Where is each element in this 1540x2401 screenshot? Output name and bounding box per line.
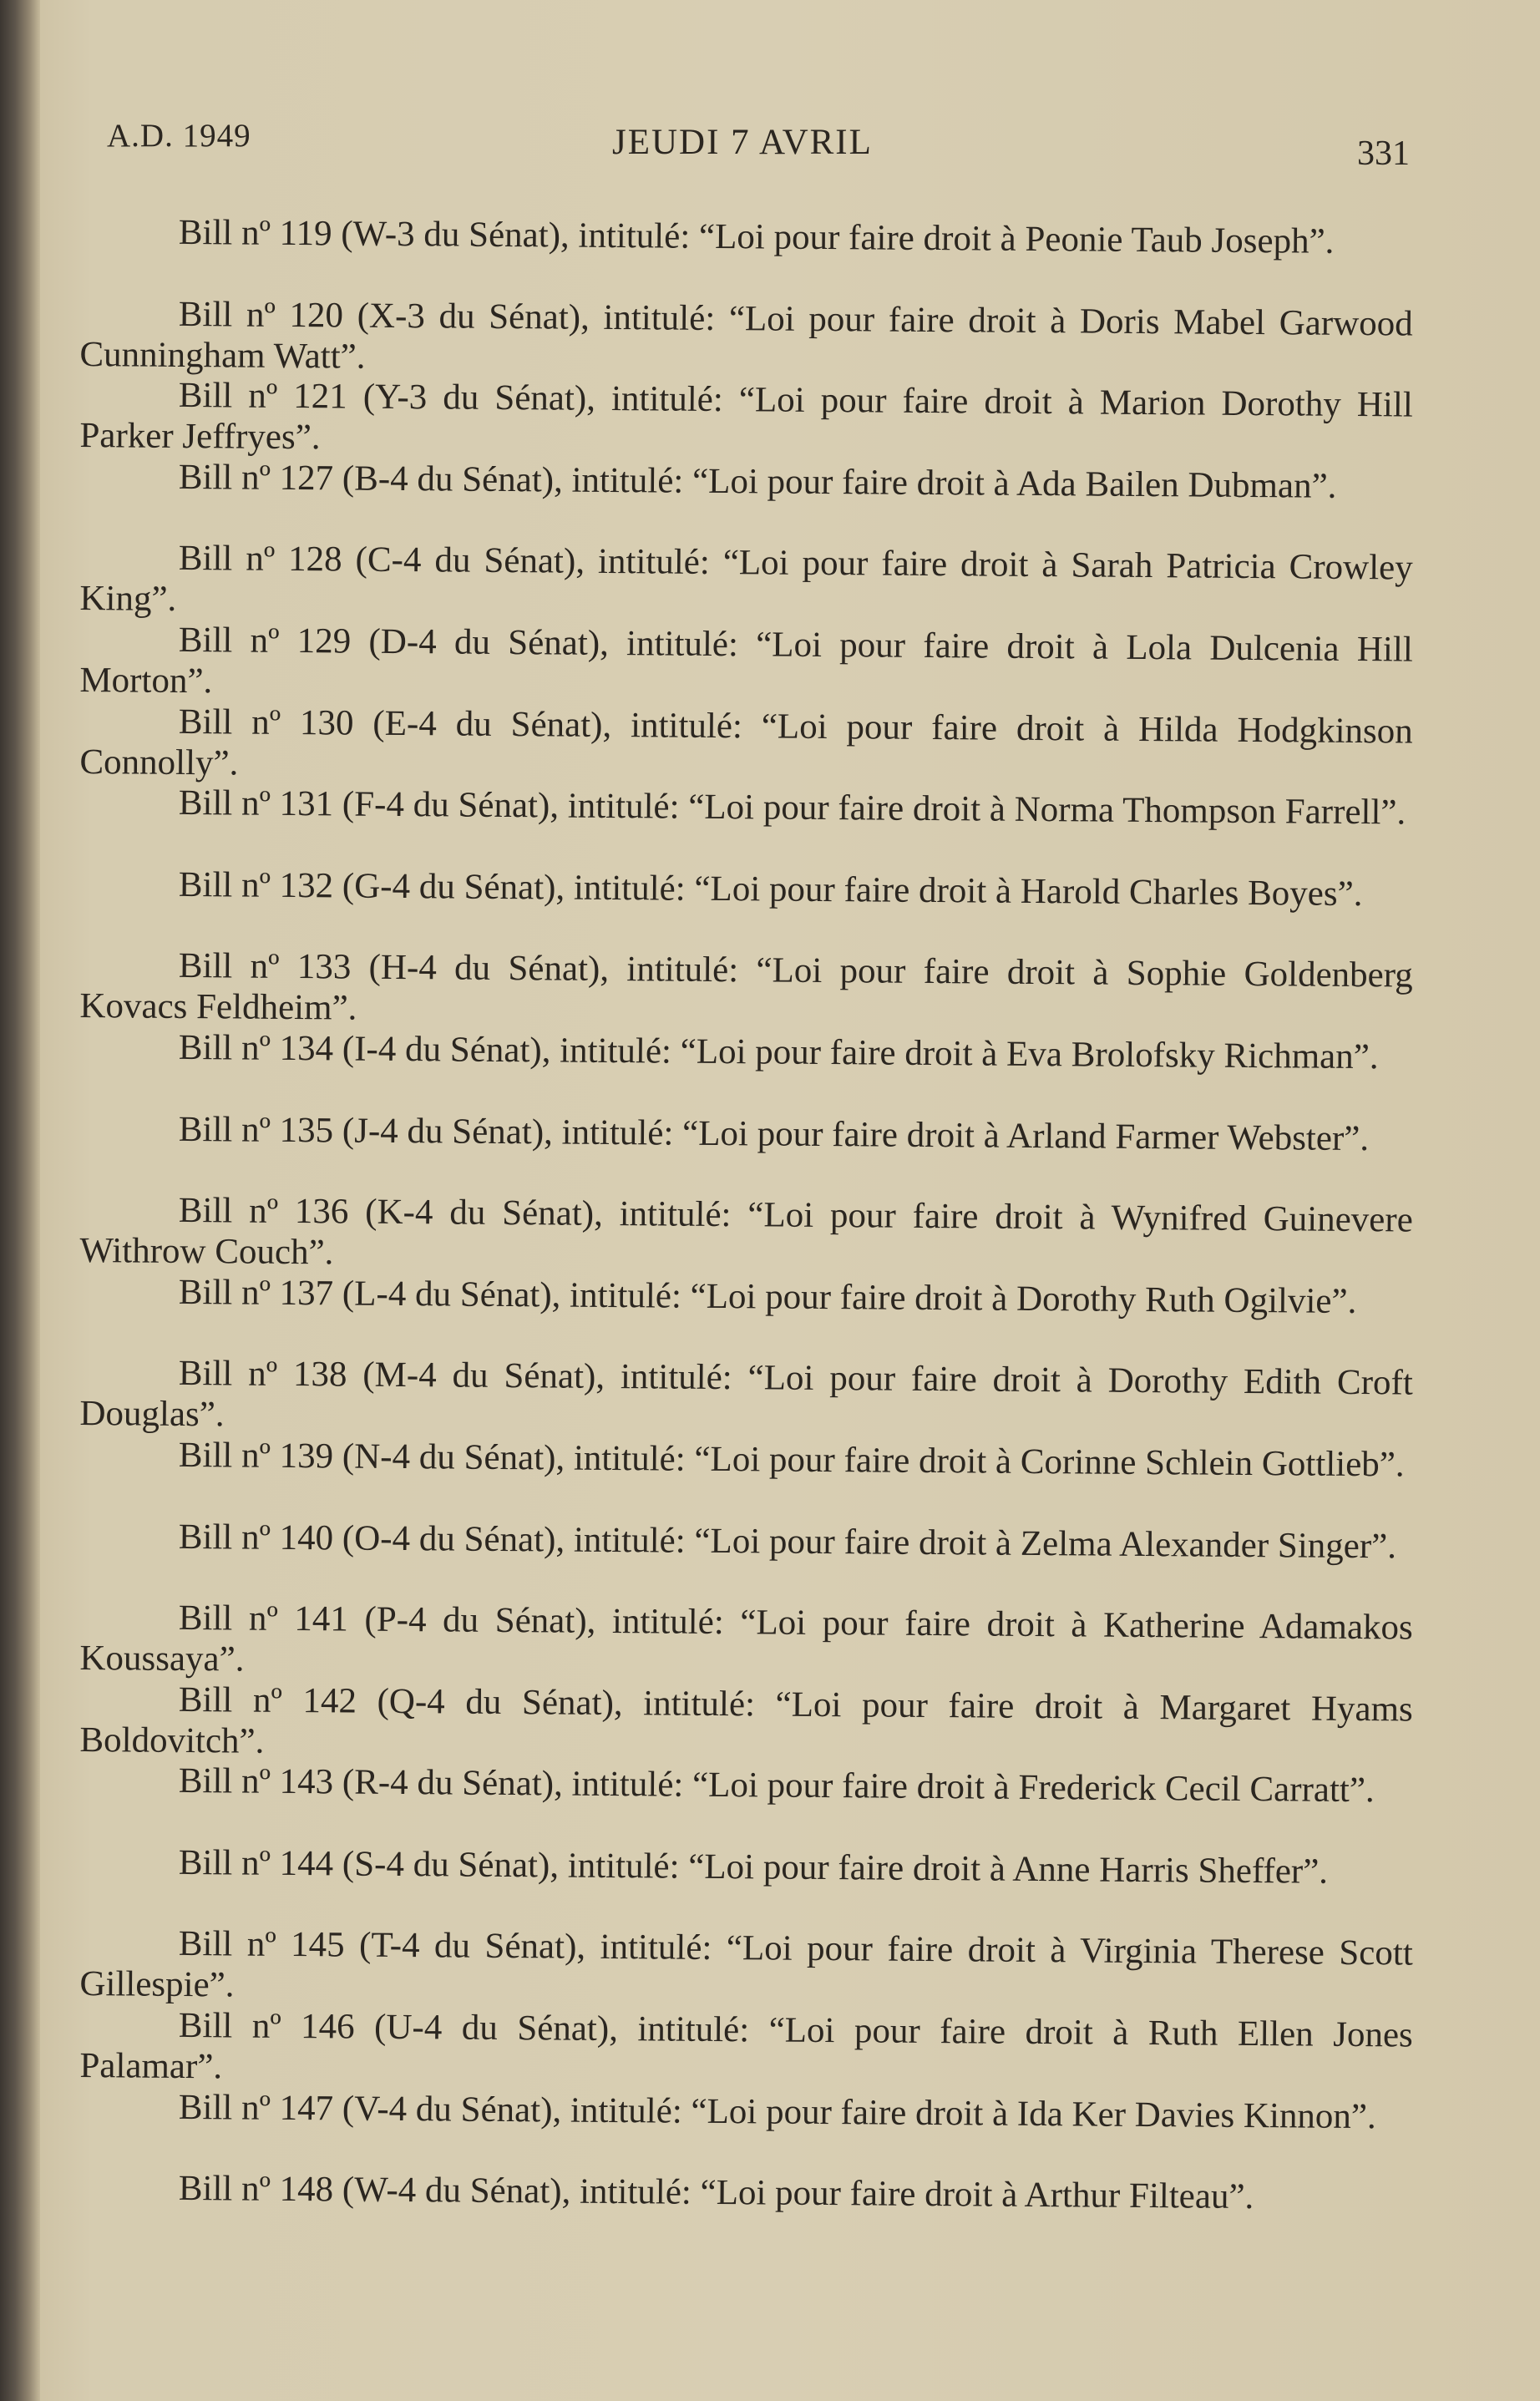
bill-entry: Bill nº 148 (W-4 du Sénat), intitulé: “Loi pour faire droit à Arthur Filteau”. xyxy=(178,2169,1254,2217)
bill-entry: Bill nº 136 (K-4 du Sénat), intitulé: “Loi pour faire droit à Wynifred Guinevere Withrow Couch”. xyxy=(79,1191,1413,1273)
bill-entry: Bill nº 129 (D-4 du Sénat), intitulé: “Loi pour faire droit à Lola Dulcenia Hill Morton”. xyxy=(79,620,1413,702)
page-number: 331 xyxy=(1357,134,1410,173)
bill-entry: Bill nº 146 (U-4 du Sénat), intitulé: “Loi pour faire droit à Ruth Ellen Jones Palamar”. xyxy=(79,2005,1413,2087)
bill-entry: Bill nº 132 (G-4 du Sénat), intitulé: “Loi pour faire droit à Harold Charles Boyes”. xyxy=(178,864,1363,914)
bill-entry: Bill nº 139 (N-4 du Sénat), intitulé: “Loi pour faire droit à Corinne Schlein Gottlieb”. xyxy=(178,1435,1405,1485)
bill-list xyxy=(80,211,1413,2249)
bill-entry: Bill nº 133 (H-4 du Sénat), intitulé: “Loi pour faire droit à Sophie Goldenberg Kovacs Feldheim”. xyxy=(79,946,1413,1028)
bill-entry: Bill nº 134 (I-4 du Sénat), intitulé: “Loi pour faire droit à Eva Brolofsky Richman”. xyxy=(178,1027,1379,1077)
bill-entry: Bill nº 120 (X-3 du Sénat), intitulé: “Loi pour faire droit à Doris Mabel Garwood Cunningham Watt”. xyxy=(79,294,1413,377)
bill-entry: Bill nº 143 (R-4 du Sénat), intitulé: “Loi pour faire droit à Frederick Cecil Carratt”. xyxy=(178,1761,1375,1811)
bill-entry: Bill nº 144 (S-4 du Sénat), intitulé: “Loi pour faire droit à Anne Harris Sheffer”. xyxy=(178,1842,1329,1892)
bill-entry: Bill nº 119 (W-3 du Sénat), intitulé: “Loi pour faire droit à Peonie Taub Joseph”. xyxy=(178,212,1335,261)
bill-entry: Bill nº 121 (Y-3 du Sénat), intitulé: “Loi pour faire droit à Marion Dorothy Hill Parker Jeffryes”. xyxy=(79,376,1413,458)
bill-entry: Bill nº 147 (V-4 du Sénat), intitulé: “Loi pour faire droit à Ida Ker Davies Kinnon”. xyxy=(178,2087,1376,2136)
header-year: A.D. 1949 xyxy=(107,118,251,154)
header-date: JEUDI 7 AVRIL xyxy=(612,123,873,162)
book-binding-edge xyxy=(0,0,40,2401)
bill-entry: Bill nº 137 (L-4 du Sénat), intitulé: “Loi pour faire droit à Dorothy Ruth Ogilvie”. xyxy=(178,1272,1357,1321)
bill-entry: Bill nº 138 (M-4 du Sénat), intitulé: “Loi pour faire droit à Dorothy Edith Croft Douglas”. xyxy=(79,1354,1413,1435)
bill-entry: Bill nº 127 (B-4 du Sénat), intitulé: “Loi pour faire droit à Ada Bailen Dubman”. xyxy=(178,457,1337,506)
bill-entry: Bill nº 131 (F-4 du Sénat), intitulé: “Loi pour faire droit à Norma Thompson Farrell”. xyxy=(178,783,1406,833)
bill-entry: Bill nº 145 (T-4 du Sénat), intitulé: “Loi pour faire droit à Virginia Therese Scott Gillespie”. xyxy=(79,1924,1413,2005)
bill-entry: Bill nº 142 (Q-4 du Sénat), intitulé: “Loi pour faire droit à Margaret Hyams Boldovitch”. xyxy=(79,1679,1413,1761)
bill-entry: Bill nº 141 (P-4 du Sénat), intitulé: “Loi pour faire droit à Katherine Adamakos Koussaya”. xyxy=(79,1598,1413,1679)
page-header xyxy=(107,117,1410,175)
bill-entry: Bill nº 140 (O-4 du Sénat), intitulé: “Loi pour faire droit à Zelma Alexander Singer”. xyxy=(178,1517,1397,1566)
bill-entry: Bill nº 128 (C-4 du Sénat), intitulé: “Loi pour faire droit à Sarah Patricia Crowley King”. xyxy=(79,539,1413,620)
bill-entry: Bill nº 130 (E-4 du Sénat), intitulé: “Loi pour faire droit à Hilda Hodgkinson Connolly”. xyxy=(79,702,1413,783)
bill-entry: Bill nº 135 (J-4 du Sénat), intitulé: “Loi pour faire droit à Arland Farmer Webster”. xyxy=(178,1109,1370,1158)
